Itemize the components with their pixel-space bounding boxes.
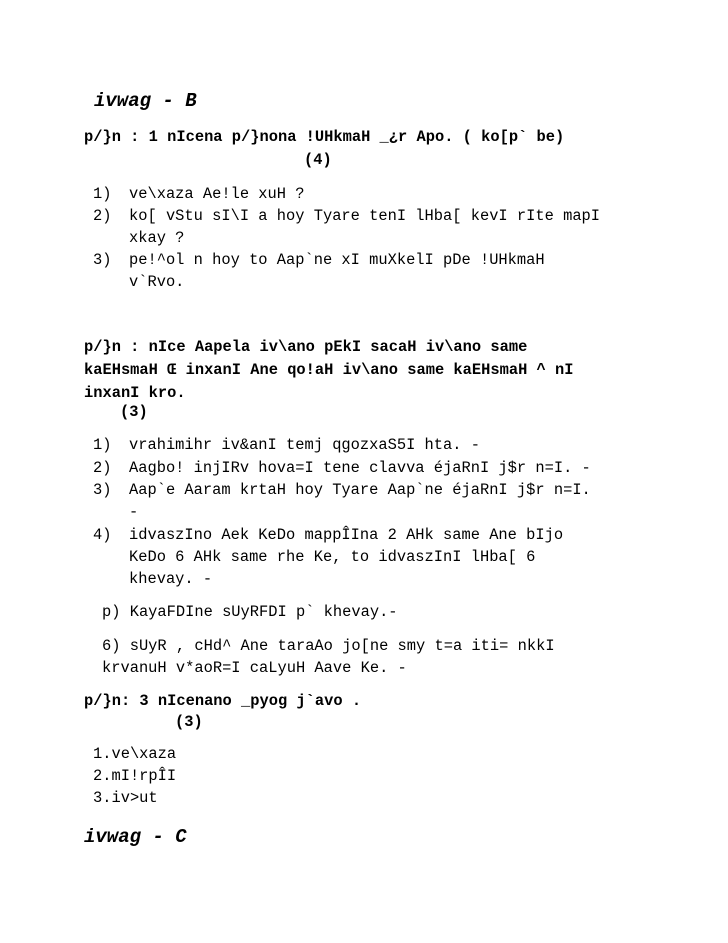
list-item: 2.mI!rpÎI <box>93 767 177 785</box>
list-item-number: 4) <box>93 526 112 544</box>
list-item-continuation: KeDo 6 AHk same rhe Ke, to idvaszInI lHba[ 6 <box>129 548 536 566</box>
list-item: Aap`e Aaram krtaH hoy Tyare Aap`ne éjaRnI j$r n=I. <box>129 481 591 499</box>
list-item-number: 1) <box>93 436 112 454</box>
list-item: 6) sUyR , cHd^ Ane taraAo jo[ne smy t=a iti= nkkI <box>102 637 555 655</box>
question-2-title-line: kaEHsmaH Œ inxanI Ane qo!aH iv\ano same kaEHsmaH ^ nI <box>84 361 574 379</box>
question-1-marks: (4) <box>304 151 332 169</box>
question-2-title-line: p/}n : nIce Aapela iv\ano pEkI sacaH iv\ano same <box>84 338 528 356</box>
list-item-continuation: v`Rvo. <box>129 273 185 291</box>
section-b-heading: ivwag - B <box>94 90 197 112</box>
list-item: vrahimihr iv&anI temj qgozxaS5I hta. - <box>129 436 480 454</box>
list-item: ko[ vStu sI\I a hoy Tyare tenI lHba[ kevI rIte mapI <box>129 207 601 225</box>
list-item: 3.iv>ut <box>93 789 158 807</box>
list-item: Aagbo! injIRv hova=I tene clavva éjaRnI j$r n=I. - <box>129 459 591 477</box>
question-3-marks: (3) <box>175 713 203 731</box>
list-item-continuation: - <box>129 503 139 521</box>
list-item-number: 3) <box>93 481 112 499</box>
question-2-title-line: inxanI kro. <box>84 384 186 402</box>
list-item-continuation: khevay. - <box>129 570 213 588</box>
list-item-number: 3) <box>93 251 112 269</box>
list-item: pe!^ol n hoy to Aap`ne xI muXkelI pDe !UHkmaH <box>129 251 545 269</box>
list-item: p) KayaFDIne sUyRFDI p` khevay.- <box>102 603 398 621</box>
list-item-continuation: krvanuH v*aoR=I caLyuH Aave Ke. - <box>102 659 407 677</box>
list-item-number: 2) <box>93 459 112 477</box>
list-item-continuation: xkay ? <box>129 229 185 247</box>
list-item: idvaszIno Aek KeDo mappÎIna 2 AHk same Ane bIjo <box>129 526 564 544</box>
list-item: ve\xaza Ae!le xuH ? <box>129 185 305 203</box>
list-item-number: 1) <box>93 185 112 203</box>
list-item: 1.ve\xaza <box>93 745 177 763</box>
question-3-title: p/}n: 3 nIcenano _pyog j`avo . <box>84 692 362 710</box>
question-1-title: p/}n : 1 nIcena p/}nona !UHkmaH _¿r Apo. ( ko[p` be) <box>84 128 565 146</box>
list-item-number: 2) <box>93 207 112 225</box>
question-2-marks: (3) <box>120 403 148 421</box>
section-c-heading: ivwag - C <box>84 826 187 848</box>
